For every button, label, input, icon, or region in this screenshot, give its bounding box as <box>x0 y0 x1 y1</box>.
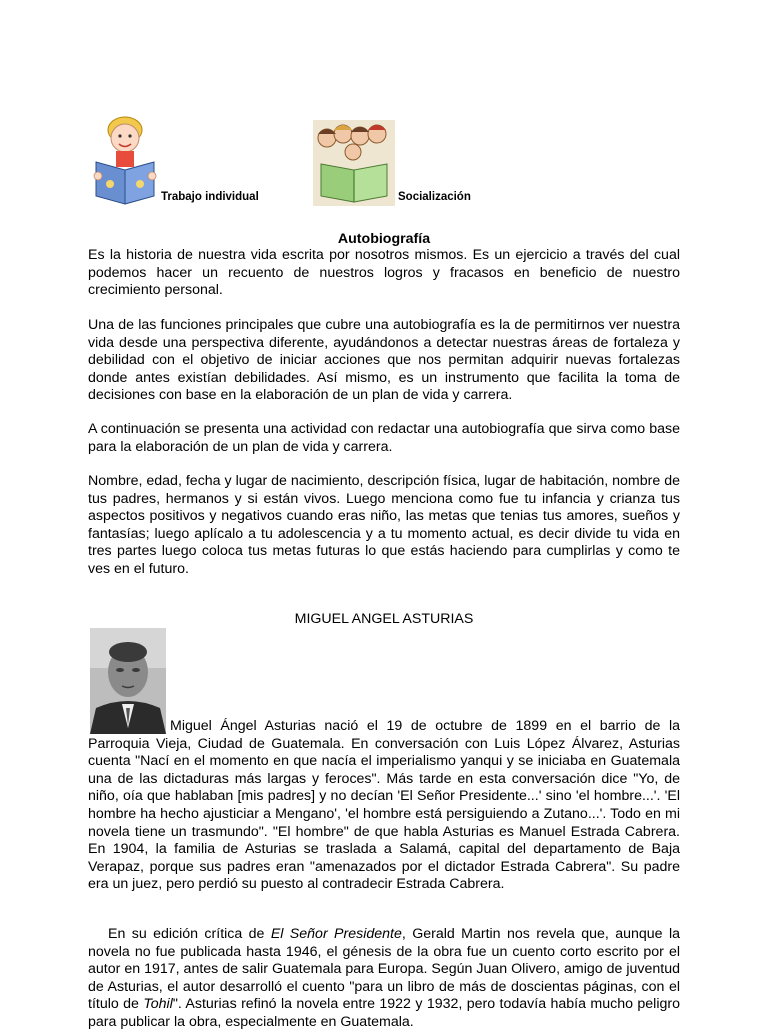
page-title: Autobiografía <box>337 231 431 247</box>
paragraph-instructions: Nombre, edad, fecha y lugar de nacimiento, descripción física, lugar de habitación, nombre de tus padres, hermanos y si están vivos. Luego menciona como fue tu infancia y crianza tus aspectos positivos y negativos cuando eras niño, las metas que tenias tus amores, sueños y fantasías; luego aplícalo a tu adolescencia y a tu momento actual, es decir divide tu vida en tres partes luego coloca tus metas futuras lo que estás haciendo para cumplirlas y como te ves en el futuro. <box>88 473 680 577</box>
bio-p2-book-title: El Señor Presidente <box>270 926 402 942</box>
bio-p2-text-b: , Gerald Martin nos revela que, aunque la novela no fue publicada hasta 1946, el génesis de la obra fue un cuento corto escrito por el autor en 1917, antes de salir Guatemala para Europa. Según Juan Olivero, amigo de juventud de Asturias, el autor desarrolló el cuento "para un libro de más de doscientas páginas, con el título de <box>88 926 680 1013</box>
bio-p2-text-c: ". Asturias refinó la novela entre 1922 y 1932, pero todavía había mucho peligro para publicar la obra, especialmente en Guatemala. <box>88 996 680 1030</box>
bio-paragraph-1 <box>88 718 680 894</box>
bio-p2-tohil-title: Tohil <box>143 996 173 1013</box>
bio-paragraph-2 <box>88 926 680 1032</box>
label-socializacion: Socialización <box>398 191 471 203</box>
paragraph-functions: Una de las funciones principales que cubre una autobiografía es la de permitirnos ver nuestra vida desde una perspectiva diferente, ayudándonos a detectar nuestras áreas de fortaleza y debilidad con el objetivo de iniciar acciones que nos permitan adquirir nuevas fortalezas donde antes existían debilidades. Así mismo, es un instrumento que facilita la toma de decisiones con base en la elaboración de un plan de vida y carrera. <box>88 317 680 404</box>
group-reading-illustration <box>313 120 395 206</box>
paragraph-activity: A continuación se presenta una actividad con redactar una autobiografía que sirva como base para la elaboración de un plan de vida y carrera. <box>88 421 680 455</box>
bio-p2-text-a: En su edición crítica de <box>108 926 271 942</box>
paragraph-definition: Es la historia de nuestra vida escrita por nosotros mismos. Es un ejercicio a través del cual podemos hacer un recuento de nuestros logros y fracasos en beneficio de nuestro crecimiento personal. <box>88 247 680 299</box>
child-reading-illustration <box>90 114 160 206</box>
bio-paragraph-1-text: Miguel Ángel Asturias nació el 19 de octubre de 1899 en el barrio de la Parroquia Vieja, Ciudad de Guatemala. En conversación con Luis López Álvarez, Asturias cuenta "Nací en el momento en que nacía el imperialismo yanqui y se iniciaba en Guatemala una de las dictaduras más largas y feroces". Más tarde en esta conversación dice "Yo, de niño, oía que hablaban [mis padres] y no decían 'El Señor Presidente...' sino 'el hombre...'. 'El hombre ha hecho ajusticiar a Mengano', 'el hombre está persiguiendo a Zutano...'. Todo en mi novela tiene un trasmundo". "El hombre" de que habla Asturias es Manuel Estrada Cabrera. En 1904, la familia de Asturias se traslada a Salamá, capital del departamento de Baja Verapaz, porque sus padres eran "amenazados por el dictador Estrada Cabrera". Su padre era un juez, pero perdió su puesto al contradecir Estrada Cabrera. <box>88 718 680 893</box>
section-title: MIGUEL ANGEL ASTURIAS <box>294 611 474 627</box>
label-trabajo-individual: Trabajo individual <box>161 191 259 203</box>
